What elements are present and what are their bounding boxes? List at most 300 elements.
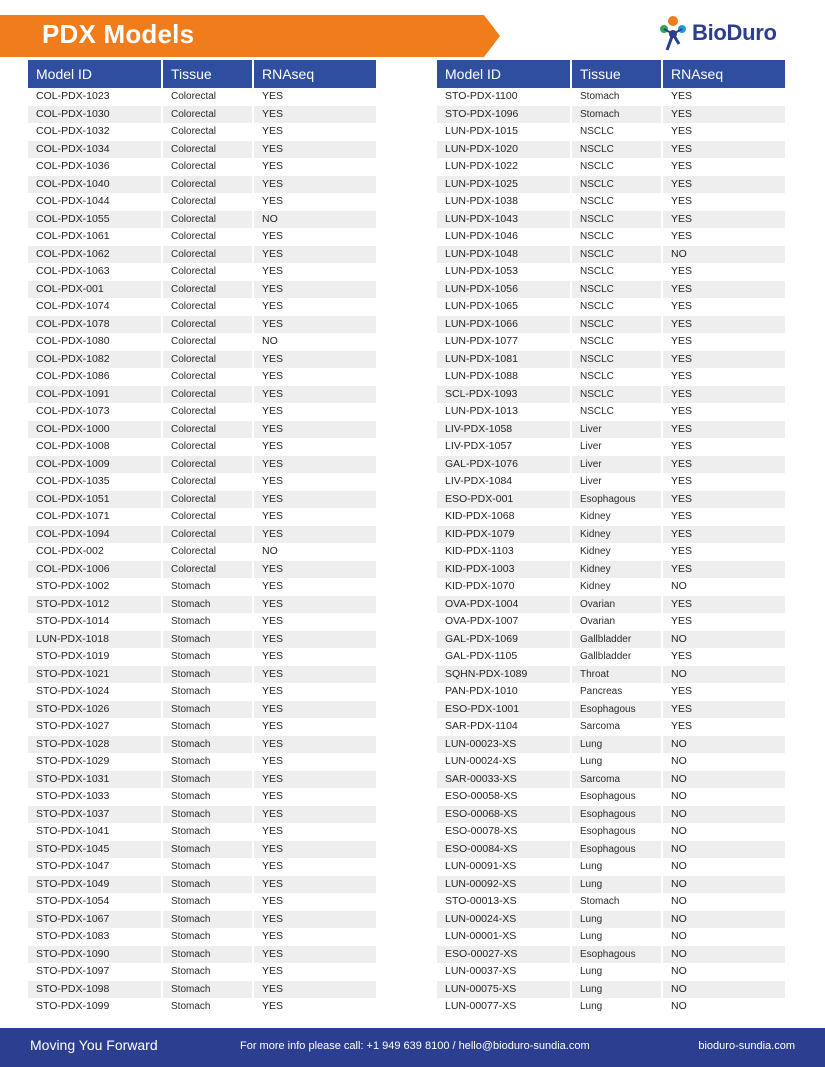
- cell-model-id: STO-PDX-1100: [437, 88, 572, 106]
- cell-tissue: Stomach: [163, 788, 254, 806]
- cell-tissue: Colorectal: [163, 561, 254, 579]
- cell-model-id: STO-PDX-1041: [28, 823, 163, 841]
- table-body: [28, 88, 376, 1016]
- cell-rnaseq: YES: [254, 613, 376, 631]
- cell-model-id: COL-PDX-1071: [28, 508, 163, 526]
- cell-rnaseq: NO: [663, 736, 785, 754]
- cell-tissue: Lung: [572, 736, 663, 754]
- cell-tissue: Colorectal: [163, 368, 254, 386]
- cell-rnaseq: YES: [663, 456, 785, 474]
- table-row: [28, 771, 376, 789]
- cell-model-id: LUN-PDX-1077: [437, 333, 572, 351]
- cell-tissue: Stomach: [163, 631, 254, 649]
- table-row: [28, 386, 376, 404]
- cell-rnaseq: YES: [254, 981, 376, 999]
- cell-rnaseq: NO: [663, 963, 785, 981]
- cell-model-id: COL-PDX-1082: [28, 351, 163, 369]
- column-header-tissue: Tissue: [163, 60, 254, 88]
- table-row: [28, 823, 376, 841]
- cell-tissue: Kidney: [572, 526, 663, 544]
- cell-rnaseq: YES: [663, 176, 785, 194]
- cell-model-id: ESO-00068-XS: [437, 806, 572, 824]
- cell-tissue: NSCLC: [572, 228, 663, 246]
- table-row: [28, 141, 376, 159]
- cell-rnaseq: YES: [663, 333, 785, 351]
- cell-rnaseq: YES: [663, 438, 785, 456]
- cell-rnaseq: YES: [254, 298, 376, 316]
- cell-model-id: LUN-00075-XS: [437, 981, 572, 999]
- cell-rnaseq: YES: [254, 123, 376, 141]
- cell-tissue: Stomach: [163, 613, 254, 631]
- cell-model-id: LUN-PDX-1065: [437, 298, 572, 316]
- table-row: [28, 228, 376, 246]
- cell-rnaseq: YES: [254, 648, 376, 666]
- cell-tissue: Kidney: [572, 578, 663, 596]
- cell-rnaseq: YES: [663, 683, 785, 701]
- cell-tissue: Stomach: [163, 806, 254, 824]
- cell-rnaseq: NO: [663, 946, 785, 964]
- cell-model-id: STO-PDX-1090: [28, 946, 163, 964]
- table-row: [437, 561, 785, 579]
- cell-rnaseq: YES: [254, 963, 376, 981]
- cell-tissue: NSCLC: [572, 316, 663, 334]
- cell-tissue: Esophagous: [572, 788, 663, 806]
- cell-tissue: Colorectal: [163, 263, 254, 281]
- table-row: [28, 176, 376, 194]
- table-row: [437, 316, 785, 334]
- cell-tissue: Stomach: [163, 998, 254, 1016]
- cell-rnaseq: YES: [254, 998, 376, 1016]
- cell-tissue: Stomach: [163, 683, 254, 701]
- cell-model-id: KID-PDX-1003: [437, 561, 572, 579]
- table-row: [437, 456, 785, 474]
- cell-model-id: SAR-00033-XS: [437, 771, 572, 789]
- cell-model-id: KID-PDX-1070: [437, 578, 572, 596]
- cell-tissue: Lung: [572, 911, 663, 929]
- cell-rnaseq: YES: [254, 421, 376, 439]
- cell-tissue: Colorectal: [163, 333, 254, 351]
- brand-logo: [657, 14, 787, 56]
- cell-tissue: NSCLC: [572, 263, 663, 281]
- cell-model-id: COL-PDX-1078: [28, 316, 163, 334]
- cell-model-id: STO-PDX-1024: [28, 683, 163, 701]
- cell-rnaseq: YES: [254, 403, 376, 421]
- cell-model-id: STO-PDX-1029: [28, 753, 163, 771]
- cell-model-id: LUN-PDX-1043: [437, 211, 572, 229]
- cell-rnaseq: YES: [254, 858, 376, 876]
- table-row: [28, 753, 376, 771]
- cell-tissue: Stomach: [163, 736, 254, 754]
- cell-tissue: Colorectal: [163, 456, 254, 474]
- cell-tissue: Stomach: [163, 771, 254, 789]
- cell-model-id: GAL-PDX-1076: [437, 456, 572, 474]
- cell-rnaseq: YES: [254, 928, 376, 946]
- cell-tissue: Esophagous: [572, 823, 663, 841]
- table-row: [28, 946, 376, 964]
- cell-model-id: COL-PDX-1035: [28, 473, 163, 491]
- cell-rnaseq: YES: [663, 561, 785, 579]
- table-header-row: [437, 60, 785, 88]
- cell-model-id: COL-PDX-1030: [28, 106, 163, 124]
- cell-model-id: GAL-PDX-1069: [437, 631, 572, 649]
- cell-rnaseq: YES: [663, 421, 785, 439]
- column-header-rnaseq: RNAseq: [663, 60, 785, 88]
- cell-model-id: STO-PDX-1031: [28, 771, 163, 789]
- table-row: [28, 841, 376, 859]
- cell-rnaseq: YES: [663, 123, 785, 141]
- cell-model-id: LUN-00024-XS: [437, 911, 572, 929]
- cell-model-id: LUN-PDX-1022: [437, 158, 572, 176]
- cell-tissue: Stomach: [163, 911, 254, 929]
- cell-tissue: Colorectal: [163, 473, 254, 491]
- cell-model-id: LUN-PDX-1018: [28, 631, 163, 649]
- cell-model-id: COL-PDX-1040: [28, 176, 163, 194]
- cell-tissue: Sarcoma: [572, 718, 663, 736]
- cell-tissue: Lung: [572, 998, 663, 1016]
- cell-rnaseq: YES: [663, 718, 785, 736]
- cell-tissue: Colorectal: [163, 543, 254, 561]
- cell-rnaseq: YES: [254, 141, 376, 159]
- cell-tissue: Lung: [572, 858, 663, 876]
- cell-tissue: NSCLC: [572, 123, 663, 141]
- cell-rnaseq: YES: [663, 158, 785, 176]
- table-row: [28, 666, 376, 684]
- cell-rnaseq: YES: [254, 158, 376, 176]
- cell-model-id: STO-00013-XS: [437, 893, 572, 911]
- cell-tissue: Colorectal: [163, 123, 254, 141]
- cell-rnaseq: YES: [254, 683, 376, 701]
- table-row: [28, 596, 376, 614]
- title-banner: [0, 15, 500, 57]
- table-row: [437, 806, 785, 824]
- table-row: [437, 736, 785, 754]
- cell-rnaseq: YES: [663, 386, 785, 404]
- cell-tissue: Gallbladder: [572, 648, 663, 666]
- cell-model-id: COL-PDX-1006: [28, 561, 163, 579]
- table-row: [437, 998, 785, 1016]
- cell-rnaseq: YES: [254, 876, 376, 894]
- cell-rnaseq: YES: [254, 193, 376, 211]
- cell-tissue: Colorectal: [163, 351, 254, 369]
- cell-rnaseq: NO: [663, 928, 785, 946]
- cell-tissue: Stomach: [572, 893, 663, 911]
- table-row: [437, 981, 785, 999]
- table-row: [28, 123, 376, 141]
- table-row: [28, 438, 376, 456]
- cell-rnaseq: YES: [663, 701, 785, 719]
- cell-model-id: COL-PDX-1055: [28, 211, 163, 229]
- table-row: [28, 263, 376, 281]
- table-row: [28, 333, 376, 351]
- cell-tissue: Colorectal: [163, 88, 254, 106]
- cell-rnaseq: NO: [663, 666, 785, 684]
- cell-rnaseq: YES: [254, 351, 376, 369]
- table-row: [437, 596, 785, 614]
- table-row: [28, 998, 376, 1016]
- cell-tissue: Colorectal: [163, 316, 254, 334]
- cell-model-id: STO-PDX-1099: [28, 998, 163, 1016]
- table-row: [28, 963, 376, 981]
- cell-rnaseq: NO: [254, 211, 376, 229]
- cell-rnaseq: YES: [254, 228, 376, 246]
- cell-rnaseq: YES: [663, 403, 785, 421]
- cell-tissue: Stomach: [163, 858, 254, 876]
- cell-rnaseq: NO: [663, 246, 785, 264]
- table-row: [28, 928, 376, 946]
- cell-rnaseq: NO: [663, 578, 785, 596]
- cell-rnaseq: YES: [663, 141, 785, 159]
- cell-tissue: Colorectal: [163, 386, 254, 404]
- cell-tissue: Lung: [572, 981, 663, 999]
- cell-model-id: SQHN-PDX-1089: [437, 666, 572, 684]
- cell-model-id: COL-PDX-1073: [28, 403, 163, 421]
- table-row: [437, 386, 785, 404]
- cell-model-id: GAL-PDX-1105: [437, 648, 572, 666]
- cell-tissue: Stomach: [163, 841, 254, 859]
- table-row: [28, 911, 376, 929]
- cell-rnaseq: YES: [663, 526, 785, 544]
- cell-rnaseq: NO: [663, 753, 785, 771]
- cell-model-id: COL-PDX-1036: [28, 158, 163, 176]
- footer-bar: [0, 1028, 825, 1067]
- cell-rnaseq: YES: [254, 771, 376, 789]
- table-row: [437, 228, 785, 246]
- cell-rnaseq: YES: [254, 736, 376, 754]
- cell-tissue: Colorectal: [163, 193, 254, 211]
- cell-rnaseq: YES: [254, 246, 376, 264]
- cell-model-id: STO-PDX-1002: [28, 578, 163, 596]
- column-header-tissue: Tissue: [572, 60, 663, 88]
- table-row: [437, 823, 785, 841]
- table-row: [437, 648, 785, 666]
- table-row: [437, 753, 785, 771]
- molecule-icon: [657, 14, 691, 56]
- cell-model-id: STO-PDX-1021: [28, 666, 163, 684]
- cell-tissue: Colorectal: [163, 228, 254, 246]
- cell-rnaseq: YES: [663, 316, 785, 334]
- cell-model-id: COL-PDX-1091: [28, 386, 163, 404]
- cell-tissue: Pancreas: [572, 683, 663, 701]
- cell-tissue: Stomach: [163, 893, 254, 911]
- table-row: [437, 298, 785, 316]
- cell-model-id: STO-PDX-1026: [28, 701, 163, 719]
- cell-model-id: SAR-PDX-1104: [437, 718, 572, 736]
- cell-rnaseq: YES: [663, 211, 785, 229]
- cell-tissue: Colorectal: [163, 491, 254, 509]
- cell-model-id: ESO-PDX-1001: [437, 701, 572, 719]
- table-row: [28, 193, 376, 211]
- cell-rnaseq: YES: [254, 718, 376, 736]
- table-row: [28, 158, 376, 176]
- cell-model-id: PAN-PDX-1010: [437, 683, 572, 701]
- footer-tagline: Moving You Forward: [30, 1037, 158, 1053]
- cell-model-id: LUN-PDX-1046: [437, 228, 572, 246]
- cell-tissue: NSCLC: [572, 158, 663, 176]
- cell-tissue: NSCLC: [572, 368, 663, 386]
- cell-tissue: Esophagous: [572, 841, 663, 859]
- cell-tissue: Colorectal: [163, 211, 254, 229]
- cell-tissue: Stomach: [163, 596, 254, 614]
- table-row: [28, 508, 376, 526]
- table-row: [437, 876, 785, 894]
- table-row: [437, 631, 785, 649]
- cell-tissue: Liver: [572, 473, 663, 491]
- cell-rnaseq: NO: [254, 543, 376, 561]
- cell-rnaseq: YES: [663, 473, 785, 491]
- table-row: [28, 403, 376, 421]
- cell-rnaseq: YES: [254, 508, 376, 526]
- cell-tissue: Stomach: [163, 718, 254, 736]
- cell-rnaseq: NO: [663, 981, 785, 999]
- cell-tissue: Kidney: [572, 543, 663, 561]
- table-row: [437, 771, 785, 789]
- cell-rnaseq: YES: [254, 491, 376, 509]
- cell-rnaseq: YES: [254, 456, 376, 474]
- brand-name: BioDuro: [692, 20, 777, 45]
- table-row: [437, 683, 785, 701]
- cell-model-id: STO-PDX-1096: [437, 106, 572, 124]
- cell-rnaseq: NO: [663, 893, 785, 911]
- cell-model-id: STO-PDX-1033: [28, 788, 163, 806]
- table-row: [28, 246, 376, 264]
- cell-model-id: STO-PDX-1098: [28, 981, 163, 999]
- cell-model-id: STO-PDX-1014: [28, 613, 163, 631]
- cell-model-id: COL-PDX-1008: [28, 438, 163, 456]
- cell-model-id: LUN-PDX-1038: [437, 193, 572, 211]
- cell-tissue: Lung: [572, 876, 663, 894]
- cell-rnaseq: NO: [663, 858, 785, 876]
- table-row: [437, 701, 785, 719]
- table-row: [437, 928, 785, 946]
- cell-model-id: ESO-00084-XS: [437, 841, 572, 859]
- cell-model-id: LUN-00023-XS: [437, 736, 572, 754]
- cell-rnaseq: YES: [254, 893, 376, 911]
- table-row: [437, 421, 785, 439]
- table-row: [28, 106, 376, 124]
- cell-tissue: Esophagous: [572, 806, 663, 824]
- cell-model-id: ESO-00027-XS: [437, 946, 572, 964]
- cell-rnaseq: YES: [254, 473, 376, 491]
- cell-tissue: NSCLC: [572, 246, 663, 264]
- cell-tissue: NSCLC: [572, 386, 663, 404]
- table-row: [437, 841, 785, 859]
- cell-tissue: Colorectal: [163, 403, 254, 421]
- cell-rnaseq: YES: [663, 368, 785, 386]
- cell-rnaseq: YES: [254, 806, 376, 824]
- table-row: [437, 246, 785, 264]
- cell-model-id: COL-PDX-1023: [28, 88, 163, 106]
- cell-tissue: Throat: [572, 666, 663, 684]
- cell-tissue: NSCLC: [572, 298, 663, 316]
- table-row: [28, 701, 376, 719]
- table-row: [28, 893, 376, 911]
- cell-tissue: Stomach: [163, 666, 254, 684]
- cell-tissue: Colorectal: [163, 508, 254, 526]
- cell-rnaseq: YES: [663, 298, 785, 316]
- cell-tissue: Stomach: [163, 648, 254, 666]
- table-header-row: [28, 60, 376, 88]
- cell-rnaseq: YES: [254, 368, 376, 386]
- table-row: [437, 613, 785, 631]
- cell-tissue: Kidney: [572, 508, 663, 526]
- cell-rnaseq: NO: [663, 631, 785, 649]
- cell-rnaseq: YES: [663, 263, 785, 281]
- cell-rnaseq: YES: [254, 263, 376, 281]
- cell-model-id: LUN-00092-XS: [437, 876, 572, 894]
- table-row: [437, 281, 785, 299]
- cell-model-id: LIV-PDX-1057: [437, 438, 572, 456]
- cell-tissue: Colorectal: [163, 526, 254, 544]
- cell-tissue: Colorectal: [163, 176, 254, 194]
- cell-tissue: Stomach: [163, 701, 254, 719]
- table-row: [28, 718, 376, 736]
- cell-model-id: STO-PDX-1049: [28, 876, 163, 894]
- table-row: [437, 963, 785, 981]
- table-row: [437, 893, 785, 911]
- table-row: [437, 788, 785, 806]
- cell-rnaseq: YES: [254, 561, 376, 579]
- cell-tissue: Stomach: [163, 981, 254, 999]
- table-row: [437, 106, 785, 124]
- cell-tissue: Esophagous: [572, 491, 663, 509]
- cell-tissue: Lung: [572, 963, 663, 981]
- table-row: [28, 858, 376, 876]
- cell-model-id: LUN-00091-XS: [437, 858, 572, 876]
- table-row: [28, 788, 376, 806]
- footer-contact: For more info please call: +1 949 639 8100 / hello@bioduro-sundia.com: [240, 1040, 590, 1052]
- footer-website-link[interactable]: bioduro-sundia.com: [698, 1040, 795, 1052]
- cell-tissue: Colorectal: [163, 246, 254, 264]
- cell-tissue: Stomach: [572, 88, 663, 106]
- table-row: [437, 718, 785, 736]
- cell-tissue: Gallbladder: [572, 631, 663, 649]
- cell-rnaseq: NO: [663, 788, 785, 806]
- cell-rnaseq: YES: [663, 613, 785, 631]
- cell-tissue: Stomach: [163, 578, 254, 596]
- table-row: [28, 683, 376, 701]
- cell-tissue: Stomach: [163, 963, 254, 981]
- cell-rnaseq: YES: [254, 788, 376, 806]
- cell-model-id: COL-PDX-1062: [28, 246, 163, 264]
- cell-tissue: Lung: [572, 928, 663, 946]
- models-table-left: [28, 60, 376, 1016]
- cell-tissue: NSCLC: [572, 333, 663, 351]
- cell-rnaseq: YES: [663, 508, 785, 526]
- column-header-rnaseq: RNAseq: [254, 60, 376, 88]
- cell-model-id: COL-PDX-1086: [28, 368, 163, 386]
- cell-rnaseq: YES: [254, 281, 376, 299]
- cell-tissue: Stomach: [163, 823, 254, 841]
- table-row: [28, 806, 376, 824]
- table-row: [437, 438, 785, 456]
- table-row: [437, 508, 785, 526]
- cell-tissue: Colorectal: [163, 438, 254, 456]
- cell-tissue: NSCLC: [572, 351, 663, 369]
- cell-model-id: STO-PDX-1083: [28, 928, 163, 946]
- table-row: [437, 158, 785, 176]
- cell-model-id: COL-PDX-1051: [28, 491, 163, 509]
- column-header-model-id: Model ID: [437, 60, 572, 88]
- cell-tissue: Stomach: [163, 946, 254, 964]
- cell-rnaseq: NO: [663, 841, 785, 859]
- cell-model-id: COL-PDX-1000: [28, 421, 163, 439]
- cell-model-id: SCL-PDX-1093: [437, 386, 572, 404]
- table-row: [437, 526, 785, 544]
- cell-model-id: STO-PDX-1027: [28, 718, 163, 736]
- cell-rnaseq: NO: [663, 876, 785, 894]
- cell-rnaseq: YES: [663, 281, 785, 299]
- cell-model-id: LUN-PDX-1015: [437, 123, 572, 141]
